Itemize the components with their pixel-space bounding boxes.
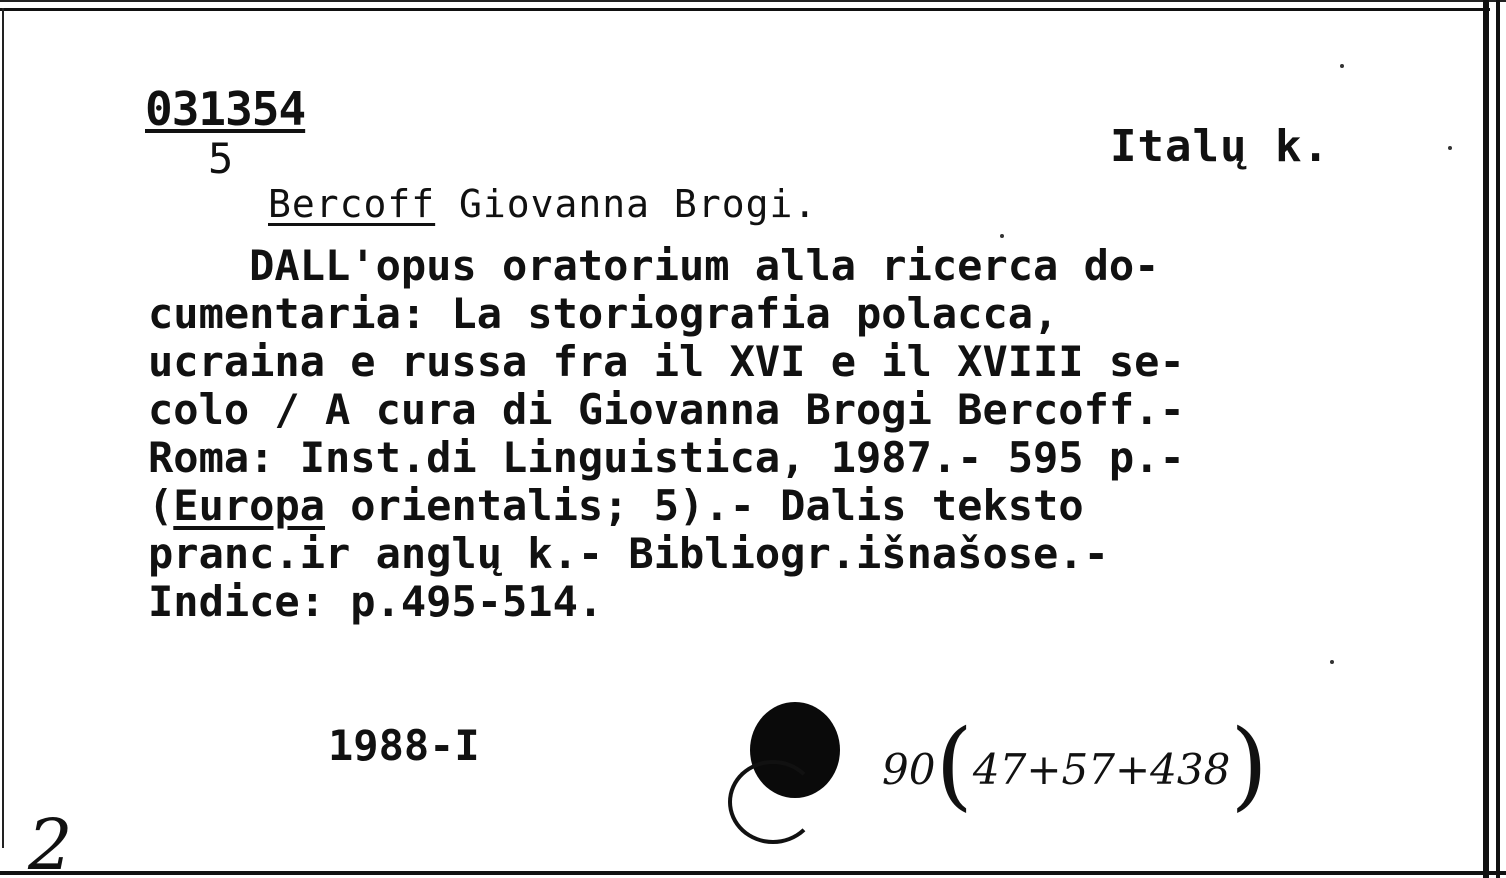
series-line	[148, 482, 1448, 530]
card-bottom-border	[0, 871, 1506, 875]
series-prefix: (	[148, 481, 174, 530]
card-left-border	[2, 8, 4, 848]
ink-circle-mark	[728, 760, 818, 844]
language-note: Italų k.	[1110, 121, 1330, 172]
corner-handwritten-mark: 2	[28, 804, 73, 878]
paper-speck	[1000, 234, 1004, 238]
paper-speck	[1448, 146, 1452, 150]
description-line: cumentaria: La storiografia polacca,	[148, 289, 1059, 338]
handwritten-close-paren: )	[1230, 709, 1268, 821]
series-name: Europa	[173, 481, 326, 530]
card-right-edge	[1496, 0, 1500, 878]
description-line: Roma: Inst.di Linguistica, 1987.- 595 p.-	[148, 433, 1185, 482]
card-top-edge	[0, 0, 1506, 2]
author-given-names: Giovanna Brogi.	[435, 182, 818, 226]
handwritten-note	[882, 709, 1268, 821]
author-surname: Bercoff	[268, 182, 436, 226]
call-number: 031354	[145, 82, 306, 136]
description-line: DALL'opus oratorium alla ricerca do-	[148, 241, 1160, 290]
date-stamp: 1988-I	[328, 721, 480, 770]
bibliographic-description	[148, 242, 1448, 626]
handwritten-open-paren: (	[935, 709, 973, 821]
card-top-border	[0, 8, 1490, 11]
description-line: ucraina e russa fra il XVI e il XVIII se-	[148, 337, 1185, 386]
call-number-sub: 5	[208, 134, 234, 183]
paper-speck	[1330, 660, 1334, 664]
paper-speck	[1340, 64, 1344, 68]
card-right-border	[1483, 0, 1489, 878]
series-rest: orientalis; 5).- Dalis teksto	[325, 481, 1084, 530]
description-line: pranc.ir anglų k.- Bibliogr.išnašose.-	[148, 529, 1109, 578]
handwritten-prefix: 90	[882, 745, 936, 794]
description-line: Indice: p.495-514.	[148, 577, 604, 626]
description-line: colo / A cura di Giovanna Brogi Bercoff.-	[148, 385, 1185, 434]
author-heading	[268, 182, 817, 226]
handwritten-inner: 47+57+438	[972, 745, 1231, 794]
